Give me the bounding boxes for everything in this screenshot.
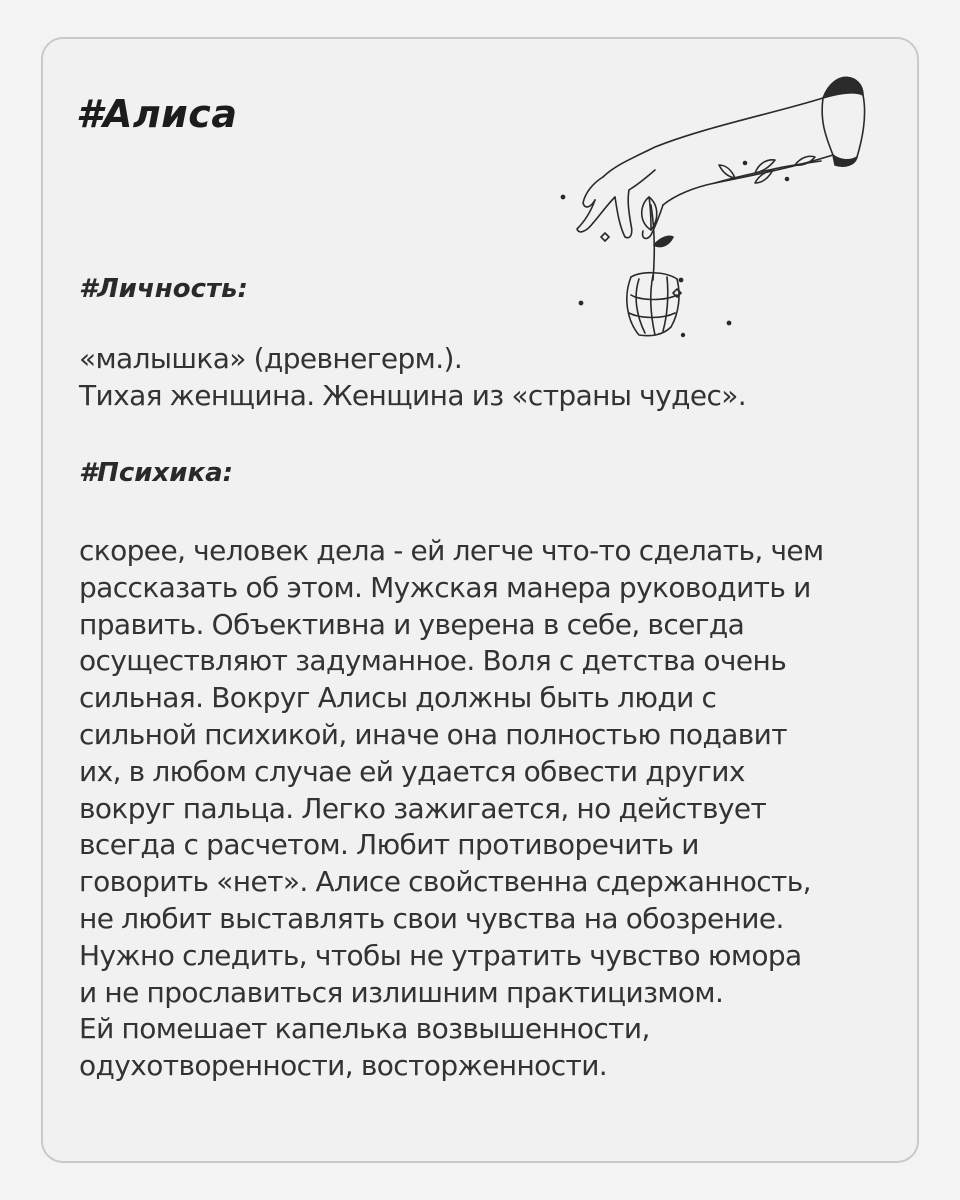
text-line: Тихая женщина. Женщина из «страны чудес». xyxy=(79,378,747,412)
text-line: Нужно следить, чтобы не утратить чувство юмора xyxy=(79,938,802,972)
text-line: Ей помешает капелька возвышенности, xyxy=(79,1012,650,1046)
text-line: всегда с расчетом. Любит противоречить и xyxy=(79,828,699,862)
text-line: сильной психикой, иначе она полностью подавит xyxy=(79,717,787,751)
text-line: осуществляют задуманное. Воля с детства очень xyxy=(79,644,787,678)
page-title: #Алиса xyxy=(76,92,238,136)
text-line: говорить «нет». Алисе свойственна сдержанность, xyxy=(79,865,811,899)
text-line: скорее, человек дела - ей легче что-то сделать, чем xyxy=(79,534,824,567)
text-line: рассказать об этом. Мужская манера руководить и xyxy=(79,570,811,604)
text-line: и не прославиться излишним практицизмом. xyxy=(79,975,724,1009)
psyche-text xyxy=(79,533,899,1085)
hand-holding-flower-icon xyxy=(555,65,875,345)
personality-text xyxy=(79,341,899,415)
text-line: вокруг пальца. Легко зажигается, но действует xyxy=(79,791,767,825)
text-line: одухотворенности, восторженности. xyxy=(79,1049,608,1083)
psyche-heading: #Психика: xyxy=(79,458,234,488)
text-line: «малышка» (древнегерм.). xyxy=(79,342,463,375)
text-line: их, в любом случае ей удается обвести других xyxy=(79,754,745,788)
personality-heading: #Личность: xyxy=(79,274,248,304)
text-line: сильная. Вокруг Алисы должны быть люди с xyxy=(79,681,717,715)
text-line: править. Объективна и уверена в себе, всегда xyxy=(79,607,745,641)
text-line: не любит выставлять свои чувства на обозрение. xyxy=(79,901,784,935)
